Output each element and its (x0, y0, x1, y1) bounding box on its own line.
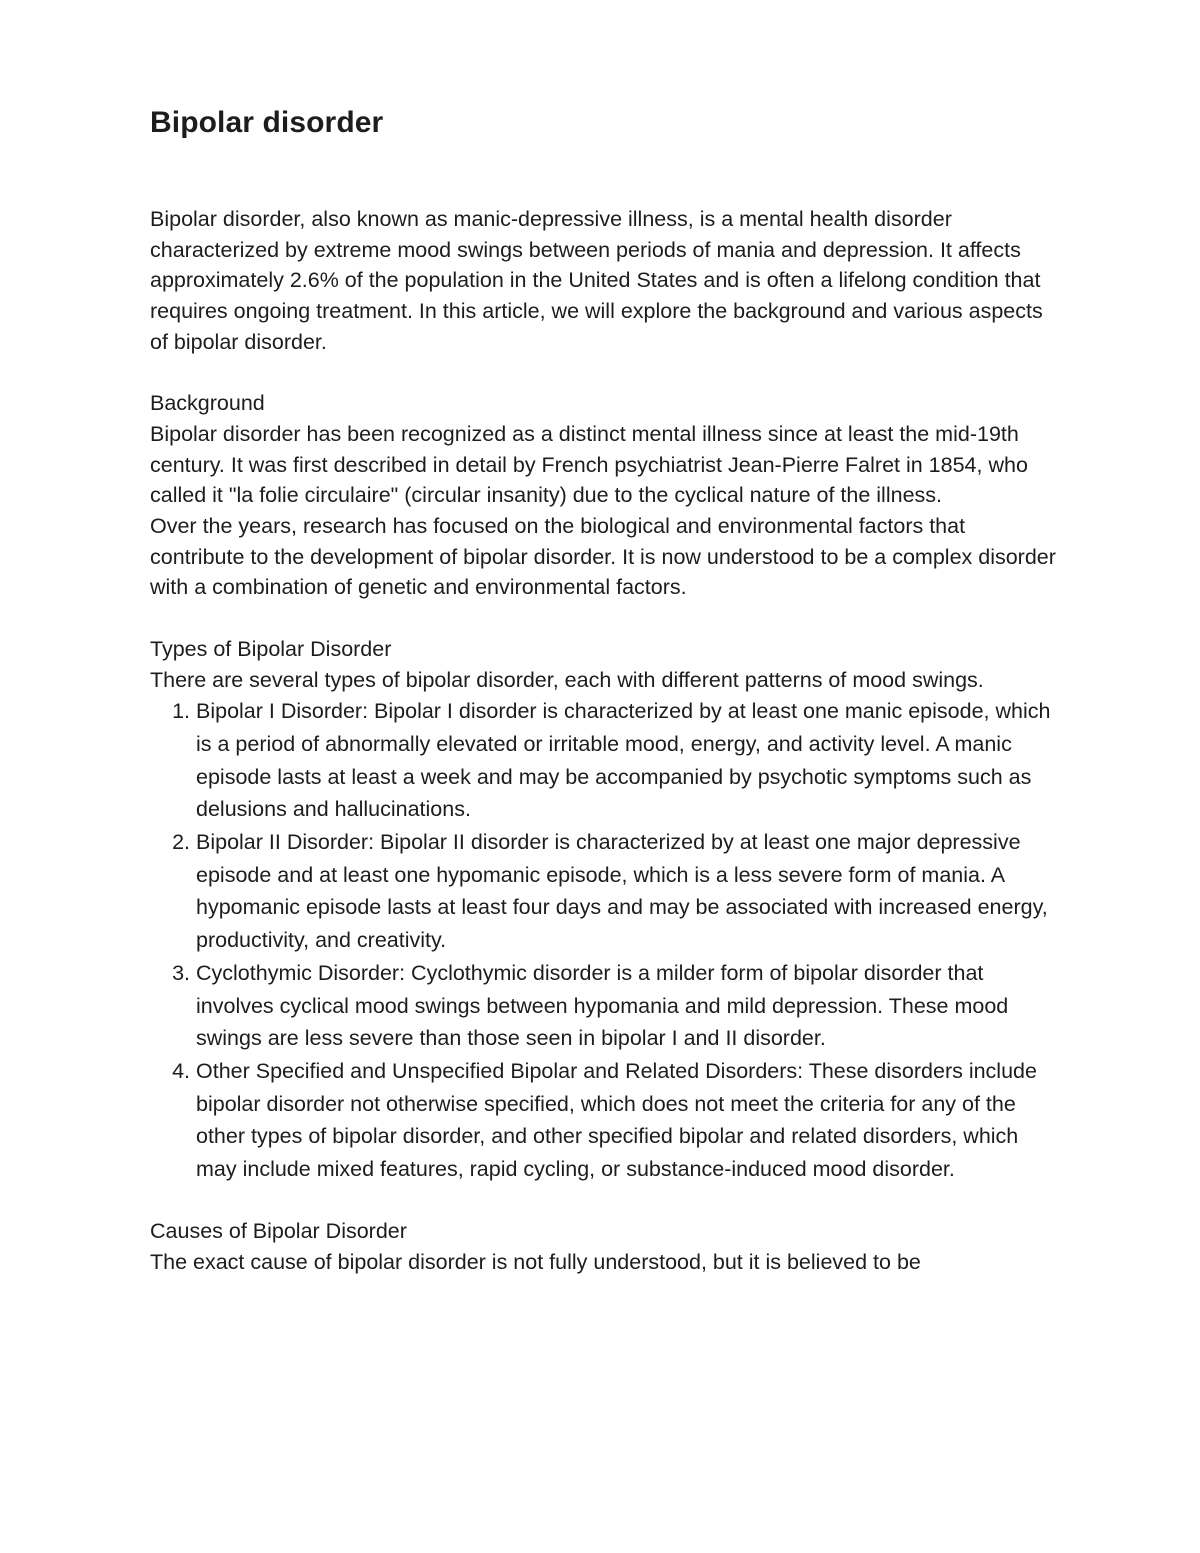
list-item: 2. Bipolar II Disorder: Bipolar II disorder is characterized by at least one major depressive episode and at least one hypomanic episode, which is a less severe form of mania. A hypomanic episode lasts at least four days and may be associated with increased energy, productivity, and creativity. (196, 826, 1060, 957)
background-paragraph-2: Over the years, research has focused on the biological and environmental factors that contribute to the development of bipolar disorder. It is now understood to be a complex disorder with a combination of genetic and environmental factors. (150, 514, 1056, 600)
types-heading: Types of Bipolar Disorder (150, 636, 392, 661)
list-item: 4. Other Specified and Unspecified Bipolar and Related Disorders: These disorders include bipolar disorder not otherwise specified, which does not meet the criteria for any of the other types of bipolar disorder, and other specified bipolar and related disorders, which may include mixed features, rapid cycling, or substance-induced mood disorder. (196, 1055, 1060, 1186)
paragraph-gap (150, 1186, 1060, 1217)
background-heading: Background (150, 391, 265, 416)
document-title: Bipolar disorder (150, 106, 384, 139)
list-item: 1. Bipolar I Disorder: Bipolar I disorder is characterized by at least one manic episode, which is a period of abnormally elevated or irritable mood, energy, and activity level. A manic episode lasts at least a week and may be accompanied by psychotic symptoms such as delusions and hallucinations. (196, 695, 1060, 826)
types-list (150, 695, 1060, 1186)
background-paragraph-1: Bipolar disorder has been recognized as a distinct mental illness since at least the mid-19th century. It was first described in detail by French psychiatrist Jean-Pierre Falret in 1854, who called it "la folie circulaire" (circular insanity) due to the cyclical nature of the illness. (150, 421, 1028, 508)
intro-paragraph: Bipolar disorder, also known as manic-depressive illness, is a mental health disorder characterized by extreme mood swings between periods of mania and depression. It affects approximately 2.6% of the population in the United States and is often a lifelong condition that requires ongoing treatment. In this article, we will explore the background and various aspects of bipolar disorder. (150, 207, 1043, 354)
list-item: 3. Cyclothymic Disorder: Cyclothymic disorder is a milder form of bipolar disorder that involves cyclical mood swings between hypomania and mild depression. These mood swings are less severe than those seen in bipolar I and II disorder. (196, 957, 1060, 1055)
causes-heading: Causes of Bipolar Disorder (150, 1219, 407, 1244)
types-intro: There are several types of bipolar disorder, each with different patterns of mood swings. (150, 667, 984, 692)
causes-paragraph: The exact cause of bipolar disorder is not fully understood, but it is believed to be (150, 1250, 921, 1275)
paragraph-gap (150, 358, 1060, 389)
document-body (150, 204, 1060, 1278)
paragraph-gap (150, 603, 1060, 634)
